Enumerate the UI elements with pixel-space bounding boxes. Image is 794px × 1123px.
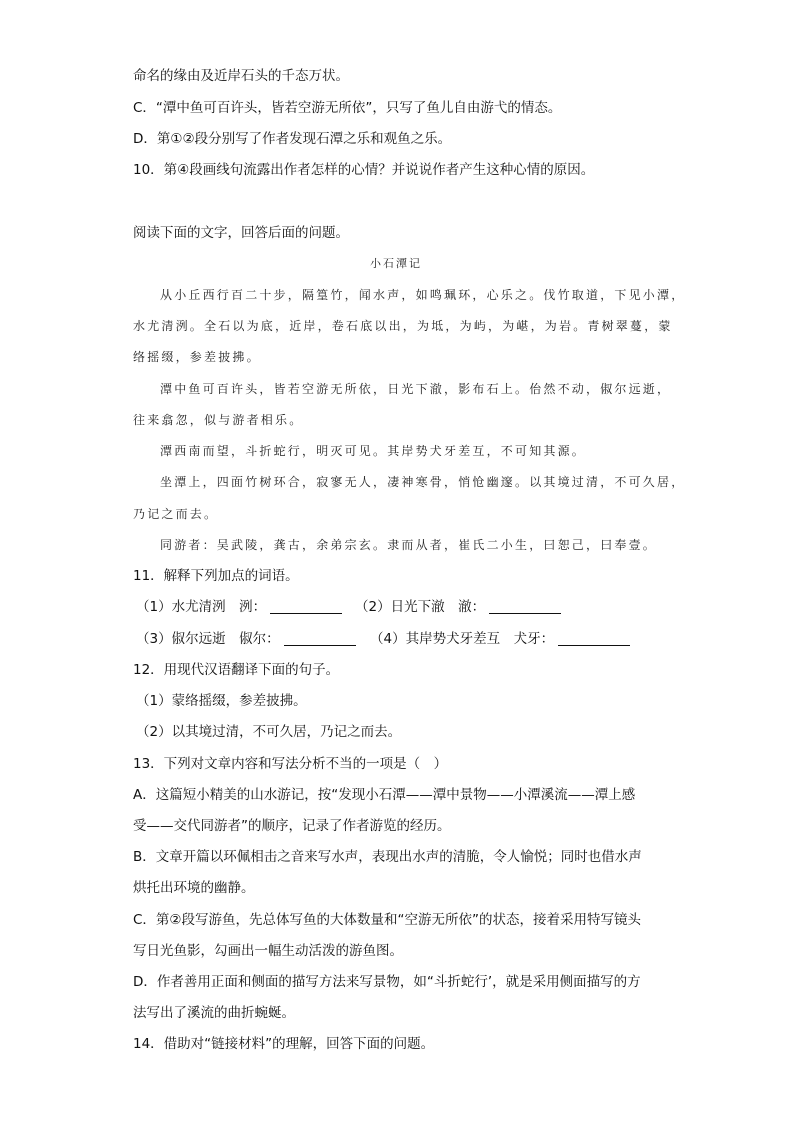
passage-line: 潭西南而望，斗折蛇行，明灭可见。其岸势犬牙差互，不可知其源。 xyxy=(160,444,587,458)
passage-line: 坐潭上，四面竹树环合，寂寥无人，凄神寒骨，悄怆幽邃。以其境过清，不可久居， xyxy=(160,475,686,489)
q11-item-2-label: （2）日光下澈 澈： xyxy=(355,599,486,615)
q12-item-2: （2）以其境过清，不可久居，乃记之而去。 xyxy=(136,724,402,740)
passage-line: 乃记之而去。 xyxy=(133,507,219,521)
q13-option-line: B．文章开篇以环佩相击之音来写水声，表现出水声的清脆，令人愉悦；同时也借水声 xyxy=(133,849,642,865)
passage-line: 络摇缀，参差披拂。 xyxy=(133,350,261,364)
text-line: 命名的缘由及近岸石头的千态万状。 xyxy=(133,68,349,84)
q13-option-line: 受——交代同游者”的顺序，记录了作者游览的经历。 xyxy=(133,818,451,834)
passage-line: 同游者：吴武陵，龚古，余弟宗玄。隶而从者，崔氏二小生，曰恕己，曰奉壹。 xyxy=(160,538,658,552)
q13-option-line: C．第②段写游鱼，先总体写鱼的大体数量和“空游无所依”的状态，接着采用特写镜头 xyxy=(133,912,642,928)
q13-option-line: A．这篇短小精美的山水游记，按“发现小石潭——潭中景物——小潭溪流——潭上感 xyxy=(133,787,636,803)
q12-item-1: （1）蒙络摇缀，参差披拂。 xyxy=(136,693,307,709)
question-11: 11．解释下列加点的词语。 xyxy=(133,568,299,584)
q13-option-line: 法写出了溪流的曲折蜿蜒。 xyxy=(133,1005,295,1021)
answer-blank[interactable] xyxy=(489,599,561,614)
q11-item-3-label: （3）俶尔远逝 俶尔： xyxy=(136,631,280,647)
q13-option-line: D．作者善用正面和侧面的描写方法来写景物，如“斗折蛇行’，就是采用侧面描写的方 xyxy=(133,974,641,990)
q11-item-3 xyxy=(136,630,356,648)
reading-intro: 阅读下面的文字，回答后面的问题。 xyxy=(133,225,349,241)
q11-item-2 xyxy=(355,598,561,616)
q13-option-line: 写日光鱼影，勾画出一幅生动活泼的游鱼图。 xyxy=(133,943,403,959)
question-13: 13．下列对文章内容和写法分析不当的一项是（ ） xyxy=(133,756,448,772)
question-10: 10．第④段画线句流露出作者怎样的心情？并说说作者产生这种心情的原因。 xyxy=(133,162,595,178)
passage-line: 从小丘西行百二十步，隔篁竹，闻水声，如鸣珮环，心乐之。伐竹取道，下见小潭， xyxy=(160,288,686,302)
q11-item-4 xyxy=(370,630,630,648)
question-12: 12．用现代汉语翻译下面的句子。 xyxy=(133,662,340,678)
q13-option-line: 烘托出环境的幽静。 xyxy=(133,880,255,896)
q11-item-1-label: （1）水尤清洌 洌： xyxy=(136,599,267,615)
passage-line: 水尤清洌。全石以为底，近岸，卷石底以出，为坻，为屿，为嵁，为岩。青树翠蔓，蒙 xyxy=(133,319,673,333)
passage-line: 往来翕忽，似与游者相乐。 xyxy=(133,413,304,427)
passage-title: 小石潭记 xyxy=(370,257,422,270)
question-14: 14．借助对“链接材料”的理解，回答下面的问题。 xyxy=(133,1036,435,1052)
option-c-line: C．“潭中鱼可百许头，皆若空游无所依”，只写了鱼儿自由游弋的情态。 xyxy=(133,100,562,116)
q11-item-1 xyxy=(136,598,342,616)
passage-line: 潭中鱼可百许头，皆若空游无所依，日光下澈，影布石上。佁然不动，俶尔远逝， xyxy=(160,382,672,396)
answer-blank[interactable] xyxy=(270,599,342,614)
option-d-line: D．第①②段分别写了作者发现石潭之乐和观鱼之乐。 xyxy=(133,131,452,147)
answer-blank[interactable] xyxy=(558,631,630,646)
answer-blank[interactable] xyxy=(284,631,356,646)
q11-item-4-label: （4）其岸势犬牙差互 犬牙： xyxy=(370,631,555,647)
